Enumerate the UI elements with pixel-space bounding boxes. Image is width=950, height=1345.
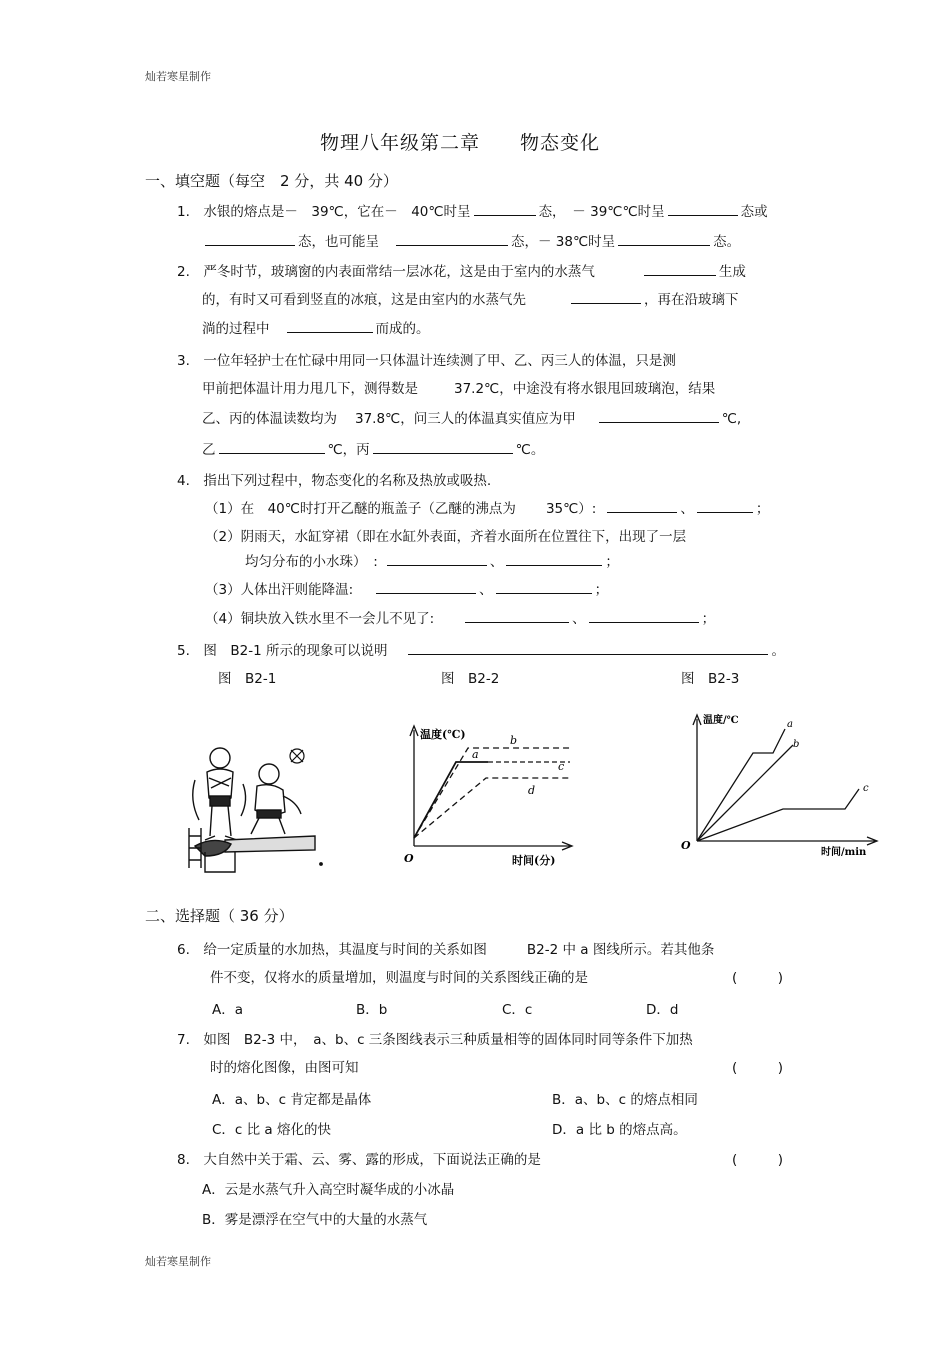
b23-xlabel: 时间/min <box>821 847 867 858</box>
b23-label-a: a <box>787 719 793 730</box>
b22-curve-d <box>414 778 570 838</box>
q4-item2-line2: 均匀分布的小水珠） : 、 ； <box>245 550 619 570</box>
q1-line1: 1. 水银的熔点是－ 39℃，它在－ 40℃时呈 态， － 39℃℃时呈 态或 <box>177 200 768 220</box>
q3-blank3[interactable] <box>373 439 513 454</box>
q4-1-blank1[interactable] <box>607 498 677 513</box>
q8-answer-paren[interactable]: ( ) <box>732 1152 784 1168</box>
q6-option-d[interactable]: D．d <box>646 1002 679 1018</box>
q7-line2: 时的熔化图像，由图可知 <box>210 1060 359 1076</box>
q1-blank5[interactable] <box>618 231 710 246</box>
q8-option-b[interactable]: B．雾是漂浮在空气中的大量的水蒸气 <box>202 1212 428 1228</box>
q4-4-blank1[interactable] <box>465 608 569 623</box>
header-watermark: 灿若寒星制作 <box>145 70 211 83</box>
q2-blank2[interactable] <box>571 289 641 304</box>
q3-line2: 甲前把体温计用力甩几下，测得数是 37.2℃，中途没有将水银甩回玻璃泡，结果 <box>202 381 716 397</box>
b22-origin: O <box>404 852 414 865</box>
b23-label-c: c <box>863 783 869 794</box>
q2-blank1[interactable] <box>644 261 716 276</box>
q3-line4: 乙 ℃，丙 ℃。 <box>202 438 544 458</box>
section1-heading: 一、填空题（每空 2 分，共 40 分） <box>145 172 398 190</box>
q2-blank3[interactable] <box>287 318 373 333</box>
b22-curve-a-solid <box>414 762 488 838</box>
footer-watermark: 灿若寒星制作 <box>145 1255 211 1268</box>
q7-line1: 7. 如图 B2-3 中， a、b、c 三条图线表示三种质量相等的固体同时同等条件下加热 <box>177 1032 693 1048</box>
q3-blank2[interactable] <box>219 439 325 454</box>
q4-4-blank2[interactable] <box>589 608 699 623</box>
q1-blank1[interactable] <box>474 201 536 216</box>
q6-answer-paren[interactable]: ( ) <box>732 970 784 986</box>
q4-1-blank2[interactable] <box>697 498 753 513</box>
q2-line1: 2. 严冬时节，玻璃窗的内表面常结一层冰花，这是由于室内的水蒸气 生成 <box>177 260 746 280</box>
cold-symbol-icon <box>290 749 304 763</box>
q3-blank1[interactable] <box>599 408 719 423</box>
b22-label-c: c <box>558 760 565 773</box>
b22-ylabel: 温度(℃) <box>420 728 466 741</box>
page-title: 物理八年级第二章 物态变化 <box>320 132 601 154</box>
q6-line1: 6. 给一定质量的水加热，其温度与时间的关系如图 B2-2 中 a 图线所示。若其他条 <box>177 942 715 958</box>
q4-item4: （4）铜块放入铁水里不一会儿不见了: 、 ； <box>205 607 715 627</box>
b23-curve-c <box>697 789 859 841</box>
b22-label-b: b <box>510 734 518 747</box>
sitting-boy-icon <box>251 764 301 834</box>
q3-line3: 乙、丙的体温读数均为 37.8℃，问三人的体温真实值应为甲 ℃, <box>202 407 741 427</box>
b23-curve-b <box>697 745 793 841</box>
q7-option-c[interactable]: C．c 比 a 熔化的快 <box>212 1122 331 1138</box>
q4-3-blank1[interactable] <box>376 579 476 594</box>
figure-b22-graph <box>400 718 585 873</box>
figure-b21-illustration <box>185 740 335 880</box>
q7-answer-paren[interactable]: ( ) <box>732 1060 784 1076</box>
q6-option-b[interactable]: B．b <box>356 1002 388 1018</box>
pool-edge-icon <box>189 828 322 872</box>
q8-line1: 8. 大自然中关于霜、云、雾、露的形成，下面说法正确的是 <box>177 1152 541 1168</box>
q3-line1: 3. 一位年轻护士在忙碌中用同一只体温计连续测了甲、乙、丙三人的体温，只是测 <box>177 353 676 369</box>
q6-option-c[interactable]: C．c <box>502 1002 533 1018</box>
q4-stem: 4. 指出下列过程中，物态变化的名称及热放或吸热. <box>177 473 492 489</box>
q7-option-a[interactable]: A．a、b、c 肯定都是晶体 <box>212 1092 372 1108</box>
q4-item3: （3）人体出汗则能降温: 、 ； <box>205 578 608 598</box>
q4-2-blank1[interactable] <box>387 551 487 566</box>
shivering-boy-icon <box>193 748 246 840</box>
q4-2-blank2[interactable] <box>506 551 602 566</box>
b23-label-b: b <box>793 739 800 750</box>
q2-line2: 的，有时又可看到竖直的冰痕，这是由室内的水蒸气先 ，再在沿玻璃下 <box>202 288 739 308</box>
q6-line2: 件不变，仅将水的质量增加，则温度与时间的关系图线正确的是 <box>210 970 588 986</box>
q1-blank2[interactable] <box>668 201 738 216</box>
b22-xlabel: 时间(分) <box>512 854 556 867</box>
q2-line3: 淌的过程中 而成的。 <box>202 317 430 337</box>
q6-option-a[interactable]: A．a <box>212 1002 244 1018</box>
q1-blank3[interactable] <box>205 231 295 246</box>
fig-label-b22: 图 B2-2 <box>441 671 500 687</box>
q8-option-a[interactable]: A．云是水蒸气升入高空时凝华成的小冰晶 <box>202 1182 455 1198</box>
q1-line2: 态，也可能呈 态，－ 38℃时呈 态。 <box>202 230 740 250</box>
fig-label-b23: 图 B2-3 <box>681 671 740 687</box>
section2-heading: 二、选择题（ 36 分） <box>145 907 294 925</box>
q7-option-b[interactable]: B．a、b、c 的熔点相同 <box>552 1092 698 1108</box>
q4-item1: （1）在 40℃时打开乙醚的瓶盖子（乙醚的沸点为 35℃）: 、 ； <box>205 497 769 517</box>
q1-blank4[interactable] <box>396 231 508 246</box>
q4-item2-line1: （2）阴雨天，水缸穿裙（即在水缸外表面，齐着水面所在位置往下，出现了一层 <box>205 529 687 545</box>
b23-ylabel: 温度/℃ <box>703 715 739 726</box>
q7-option-d[interactable]: D．a 比 b 的熔点高。 <box>552 1122 687 1138</box>
q5-line: 5. 图 B2-1 所示的现象可以说明 。 <box>177 639 785 659</box>
b22-label-d: d <box>528 784 536 797</box>
b23-origin: O <box>681 839 691 852</box>
figure-b23-graph <box>675 705 885 865</box>
q5-blank[interactable] <box>408 640 768 655</box>
fig-label-b21: 图 B2-1 <box>218 671 277 687</box>
q4-3-blank2[interactable] <box>496 579 592 594</box>
b22-label-a: a <box>472 748 479 761</box>
